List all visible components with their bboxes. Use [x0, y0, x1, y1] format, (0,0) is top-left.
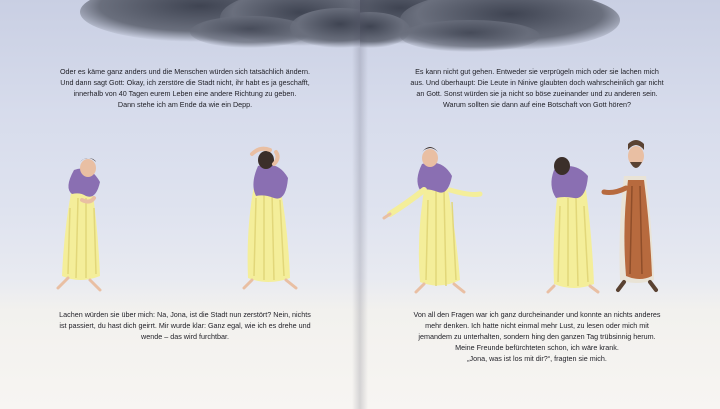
text-line: Und dann sagt Gott: Okay, ich zerstöre die Stadt nicht, ihr habt es ja geschafft, — [60, 78, 310, 87]
right-page-top-paragraph — [392, 66, 682, 110]
book-gutter — [352, 0, 368, 409]
text-line: jemandem zu unterhalten, sondern hing den ganzen Tag trübsinnig herum. — [418, 332, 656, 341]
jona-figure-reaching — [380, 140, 480, 300]
text-line: wende – das wird furchtbar. — [141, 332, 229, 341]
friend-figure-bearded — [600, 136, 670, 296]
text-line: an Gott. Sonst würden sie ja nicht so böse zueinander und zu anderen sein. — [416, 89, 658, 98]
text-line: mehr denken. Ich hatte nicht einmal mehr Lust, zu lesen oder mich mit — [425, 321, 649, 330]
right-page-bottom-paragraph — [392, 309, 682, 364]
storm-cloud-left — [0, 0, 360, 60]
text-line: „Jona, was ist los mit dir?“, fragten sie mich. — [467, 354, 607, 363]
text-line: innerhalb von 40 Tagen eurem Leben eine andere Richtung zu geben. — [73, 89, 297, 98]
text-line: Es kann nicht gut gehen. Entweder sie verprügeln mich oder sie lachen mich — [415, 67, 659, 76]
text-line: ist passiert, du hast dich geirrt. Mir wurde klar: Ganz egal, wie ich es drehe und — [59, 321, 311, 330]
left-page-top-paragraph — [40, 66, 330, 110]
text-line: aus. Und überhaupt: Die Leute in Ninive glaubten doch wahrscheinlich gar nicht — [410, 78, 664, 87]
text-line: Oder es käme ganz anders und die Menschen würden sich tatsächlich ändern. — [59, 67, 311, 76]
jona-figure-head-in-hands — [230, 138, 310, 298]
jona-figure-worried — [50, 148, 120, 298]
left-page-bottom-paragraph — [40, 309, 330, 342]
storm-cloud-right — [360, 0, 720, 60]
text-line: Warum sollten sie dann auf eine Botschaft von Gott hören? — [443, 100, 631, 109]
text-line: Von all den Fragen war ich ganz durcheinander und konnte an nichts anderes — [413, 310, 661, 319]
text-line: Lachen würden sie über mich: Na, Jona, ist die Stadt nun zerstört? Nein, nichts — [59, 310, 311, 319]
text-line: Dann stehe ich am Ende da wie ein Depp. — [117, 100, 253, 109]
text-line: Meine Freunde befürchteten schon, ich wäre krank. — [455, 343, 619, 352]
